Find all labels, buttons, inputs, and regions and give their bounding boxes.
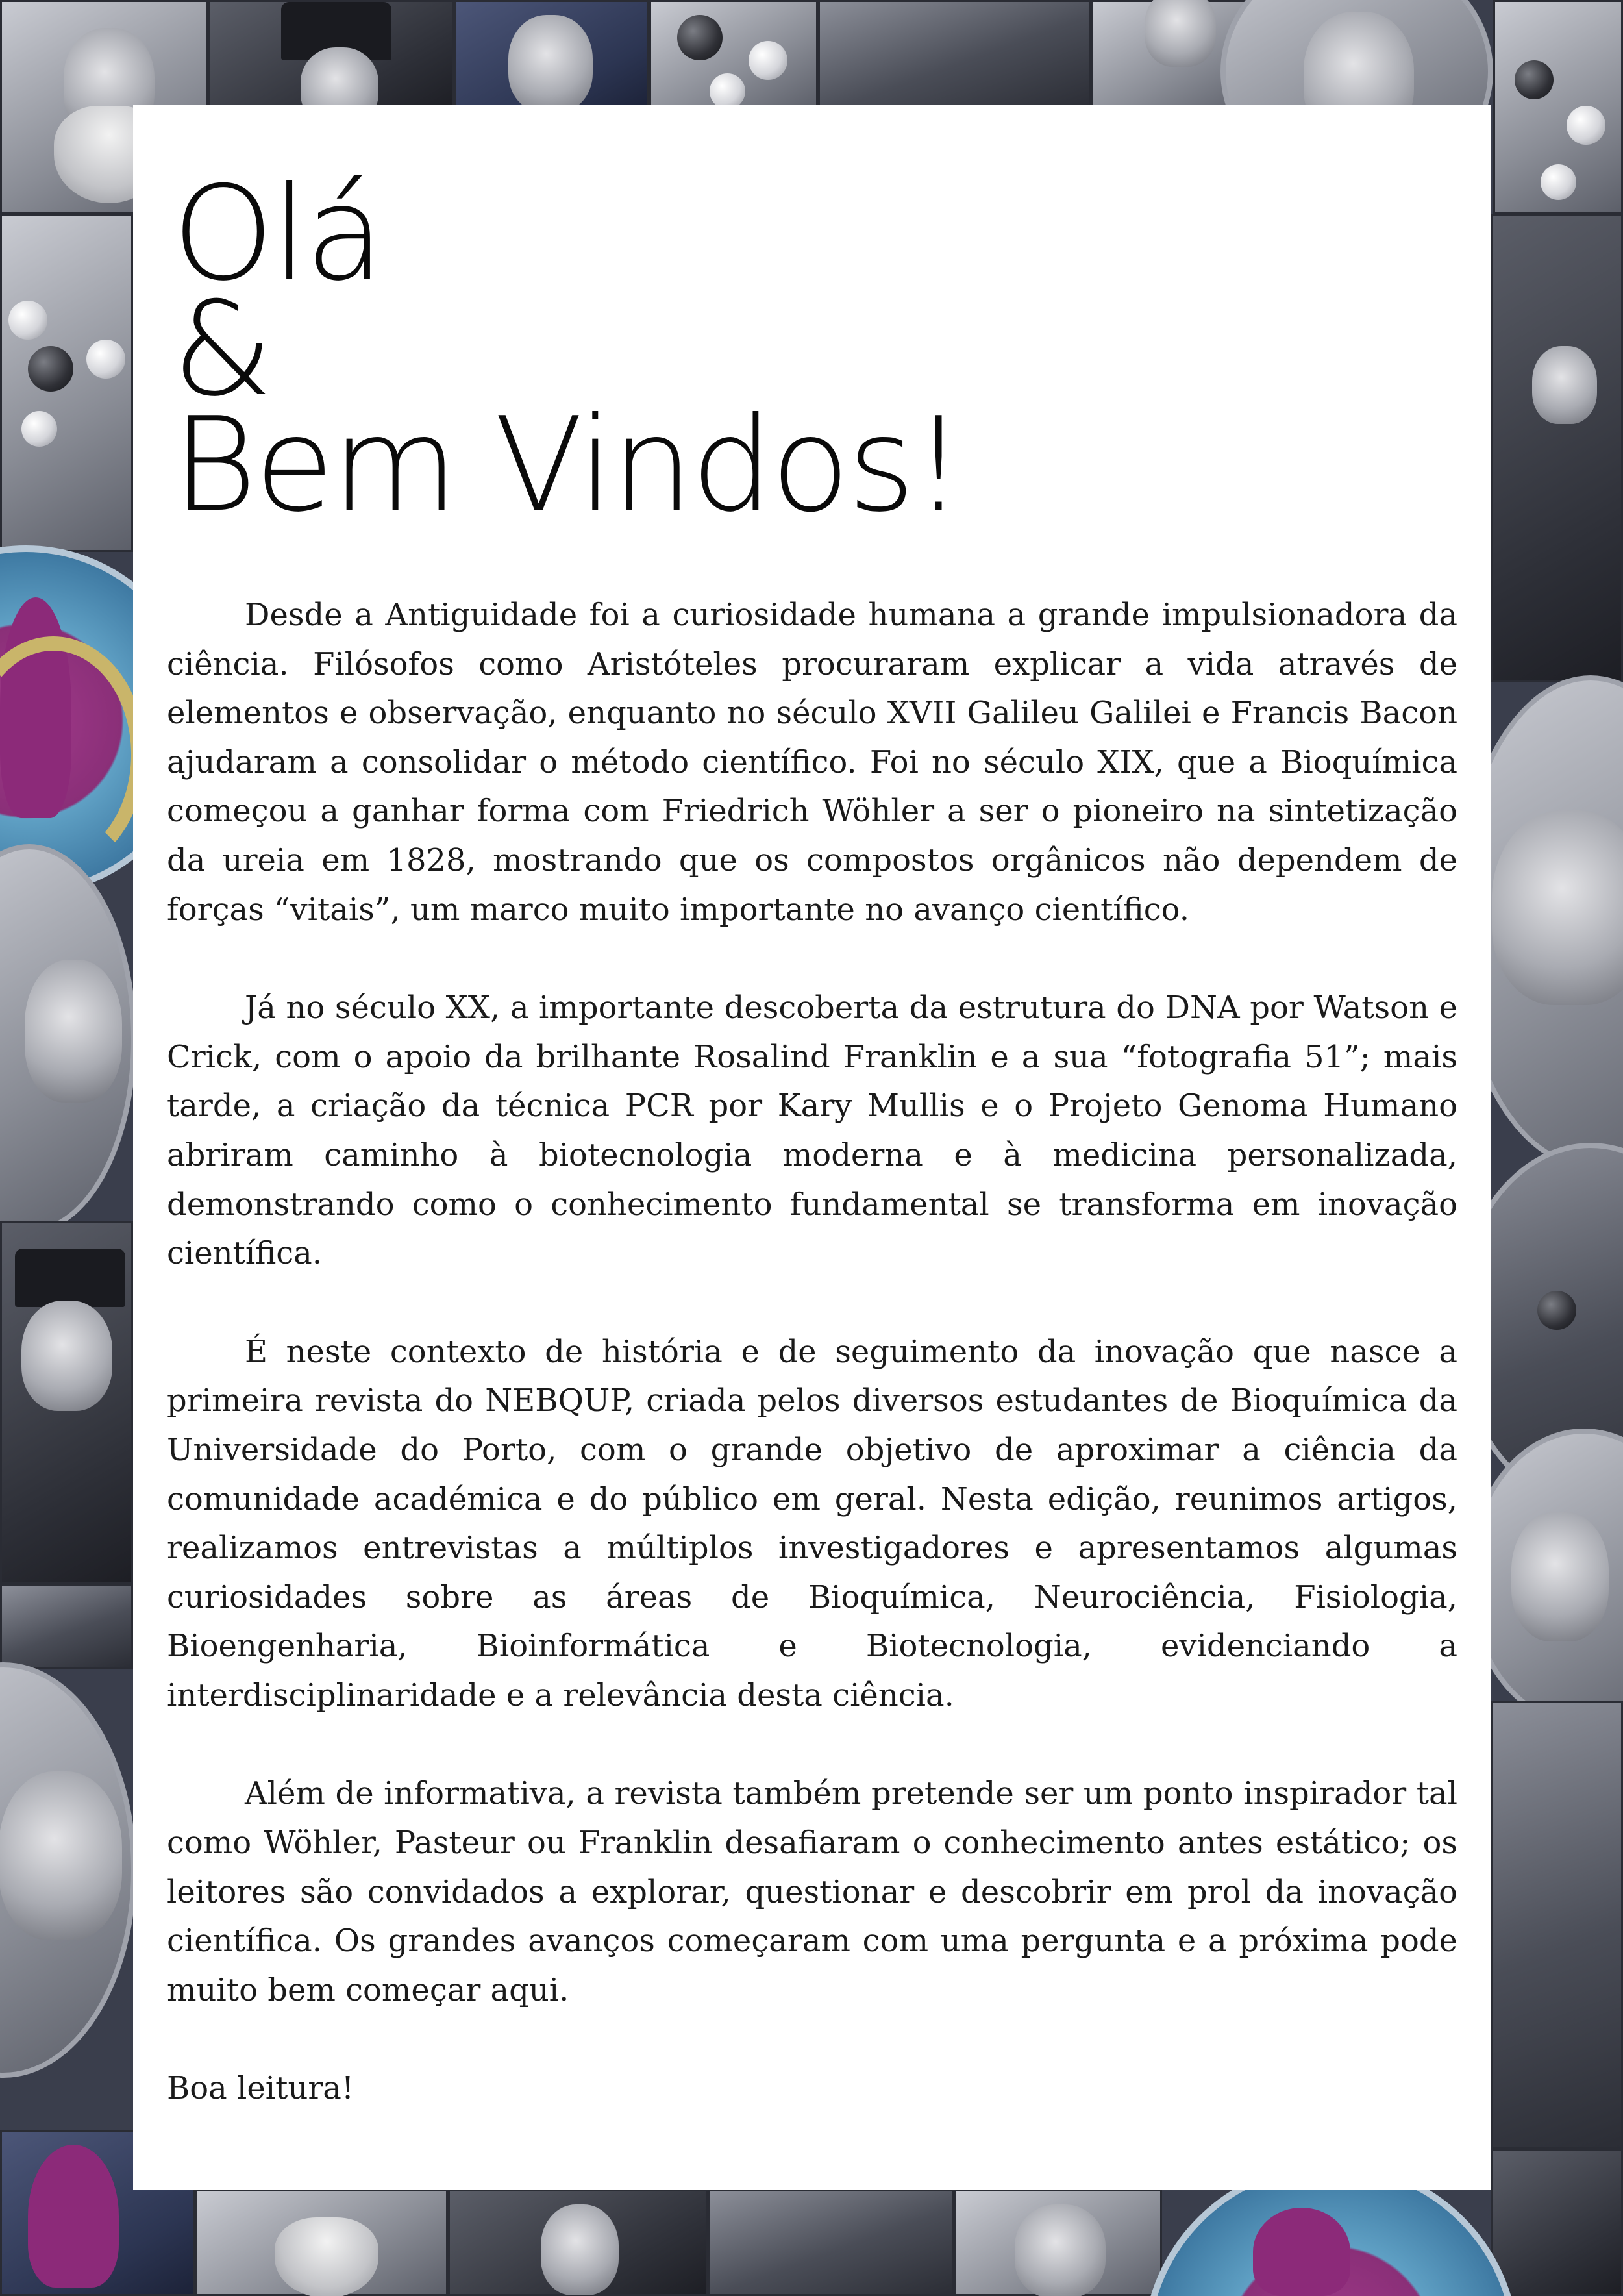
portrait-tile-scientist-right xyxy=(1491,214,1623,682)
portrait-face xyxy=(541,2204,619,2295)
portrait-face xyxy=(1015,2204,1106,2296)
purple-figure xyxy=(28,2145,119,2288)
lab-photo-tile-top xyxy=(818,0,1091,110)
molecule-atom xyxy=(86,340,125,379)
molecule-atom xyxy=(749,41,787,80)
portrait-tile-mullis-left xyxy=(0,1662,136,2078)
page-title xyxy=(172,158,962,541)
portrait-tile-galileo-bottom xyxy=(195,2190,448,2296)
molecule-tile-top xyxy=(649,0,818,110)
molecule-atom xyxy=(1567,106,1605,145)
molecule-atom xyxy=(710,73,745,109)
portrait-tile-bacon-bottom xyxy=(448,2190,708,2296)
portrait-tile-franklin-left xyxy=(0,844,136,1234)
portrait-face xyxy=(1492,810,1623,1005)
title-line-ampersand: & xyxy=(172,274,271,425)
molecule-tile-top-right xyxy=(1493,0,1623,214)
xray-spot xyxy=(1537,1291,1576,1330)
portrait-face xyxy=(1532,346,1597,424)
portrait-tile-franklin-top xyxy=(454,0,649,110)
paragraph-inspiration: Além de informativa, a revista também pretende ser um ponto inspirador tal como Wöhler, Pasteur ou Franklin desafiaram o conhecimento antes estático; os leitores são convidados a explorar, questionar e descobrir em prol da inovação científica. Os grandes avanços começaram com uma pergunta e a próxima pode muito bem começar aqui. xyxy=(167,1775,1457,2008)
lab-photo-tile-bottom xyxy=(708,2190,954,2296)
paragraph-twentieth-century: Já no século XX, a importante descoberta da estrutura do DNA por Watson e Crick, com o apoio da brilhante Rosalind Franklin e a sua “fotografia 51”; mais tarde, a criação da técnica PCR por Kary Mullis e o Projeto Genoma Humano abriram caminho à biotecnologia moderna e à medicina personalizada, demonstrando como o conhecimento fundamental se transforma em inovação científica. xyxy=(167,990,1457,1272)
portrait-face xyxy=(25,960,122,1103)
title-line-welcome: Bem Vindos! xyxy=(172,390,962,541)
portrait-hat xyxy=(15,1249,125,1307)
portrait-tile-bacon xyxy=(208,0,454,110)
portrait-face xyxy=(1145,0,1216,67)
portrait-face xyxy=(21,1301,112,1411)
paragraph-magazine-origin: É neste contexto de história e de seguimento da inovação que nasce a primeira revista do NEBQUP, criada pelos diversos estudantes de Bioquímica da Universidade do Porto, com o grande objetivo de aproximar a ciência da comunidade académica e do público em geral. Nesta edição, reunimos artigos, realizamos entrevistas a múltiplos investigadores e apresentamos algumas curiosidades sobre as áreas de Bioquímica, Neurociência, Fisiologia, Bioengenharia, Bioinformática e Biotecnologia, evidenciando a interdisciplinaridade e a relevância desta ciência. xyxy=(167,1333,1457,1714)
molecule-atom xyxy=(8,301,47,340)
portrait-face xyxy=(0,1771,122,1940)
portrait-tile-franklin-bottom xyxy=(954,2190,1162,2296)
molecule-atom xyxy=(1515,60,1554,99)
portrait-beard xyxy=(275,2217,378,2296)
paragraph-history: Desde a Antiguidade foi a curiosidade humana a grande impulsionadora da ciência. Filósofos como Aristóteles procuraram explicar a vida através de elementos e observação, enquanto no século XVII Galileu Galilei e Francis Bacon ajudaram a consolidar o método científico. Foi no século XIX, que a Bioquímica começou a ganhar forma com Friedrich Wöhler a ser o pioneiro na sintetização da ureia em 1828, mostrando que os compostos orgânicos não dependem de forças “vitais”, um marco muito importante no avanço científico. xyxy=(167,597,1457,928)
lab-photo-tile-right xyxy=(1491,1701,1623,2149)
molecule-atom xyxy=(28,346,73,392)
title-line-greeting: Olá xyxy=(172,158,382,310)
molecule-atom xyxy=(677,15,723,60)
molecule-atom xyxy=(21,411,57,447)
portrait-face xyxy=(508,15,593,112)
content-panel xyxy=(133,105,1491,2190)
xray-tile-left xyxy=(0,1584,133,1669)
editorial-body xyxy=(167,591,1457,2114)
molecule-atom xyxy=(1541,164,1576,200)
portrait-face xyxy=(1511,1512,1609,1641)
purple-figure-bottom xyxy=(1253,2208,1350,2296)
signoff: Boa leitura! xyxy=(167,2070,354,2107)
molecule-tile-left xyxy=(0,214,133,552)
portrait-tile-bottom-right xyxy=(1491,2149,1623,2296)
portrait-tile-bacon-left xyxy=(0,1221,133,1584)
